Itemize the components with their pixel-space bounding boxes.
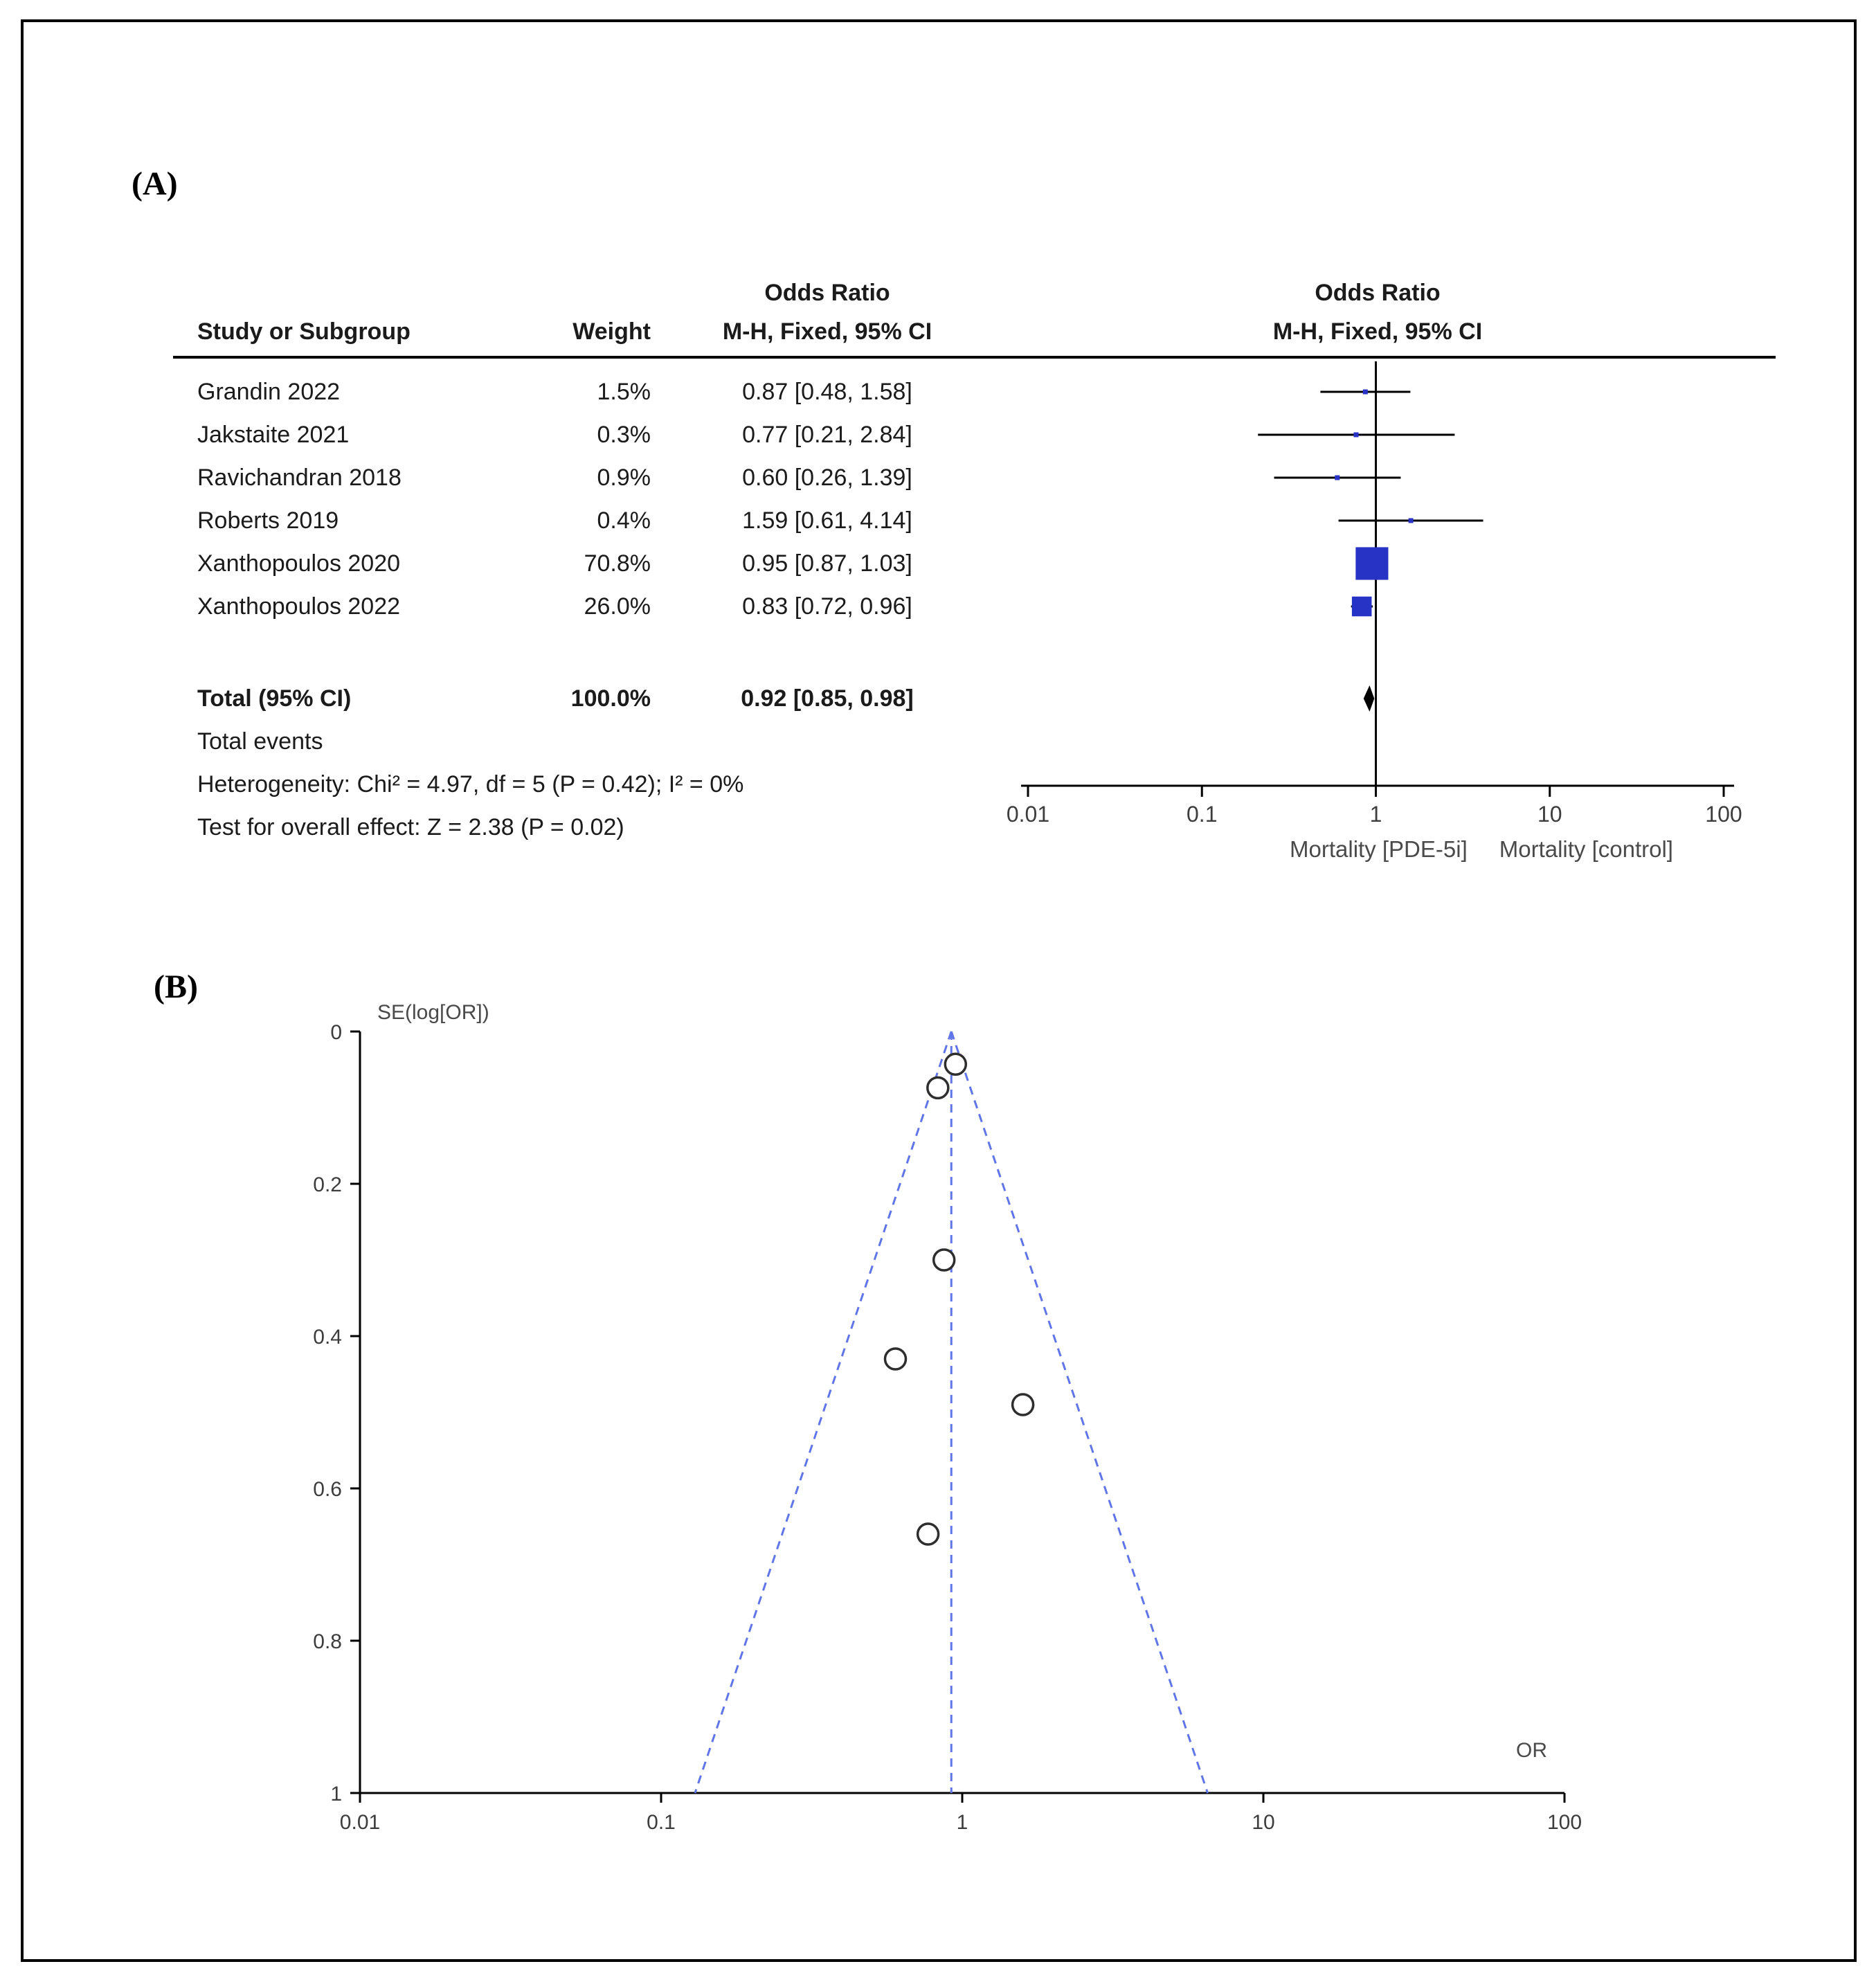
study-name: Jakstaite 2021 bbox=[197, 422, 350, 448]
total-weight: 100.0% bbox=[570, 685, 651, 712]
study-weight: 1.5% bbox=[597, 379, 651, 405]
summary-diamond bbox=[1364, 685, 1375, 712]
effect-square bbox=[1352, 597, 1372, 617]
funnel-left-limit bbox=[695, 1031, 951, 1793]
funnel-y-tick-label: 0.6 bbox=[313, 1478, 342, 1501]
axis-favours-labels bbox=[1115, 836, 1848, 863]
panel-b-label: (B) bbox=[154, 969, 198, 1005]
study-ci: 0.77 [0.21, 2.84] bbox=[742, 422, 912, 448]
favours-right-label: Mortality [control] bbox=[1499, 836, 1673, 862]
effect-square bbox=[1335, 476, 1340, 480]
effect-square bbox=[1355, 547, 1388, 579]
or-plot-subheader: M-H, Fixed, 95% CI bbox=[1272, 318, 1483, 345]
funnel-point bbox=[934, 1250, 955, 1270]
funnel-y-tick-label: 0.4 bbox=[313, 1326, 342, 1349]
funnel-ylabel: SE(log[OR]) bbox=[377, 1001, 489, 1024]
funnel-point bbox=[885, 1349, 905, 1369]
study-name: Ravichandran 2018 bbox=[197, 465, 402, 491]
funnel-y-tick-label: 0.8 bbox=[313, 1630, 342, 1653]
forest-plot bbox=[969, 346, 1800, 900]
funnel-point bbox=[945, 1054, 966, 1074]
study-row bbox=[0, 370, 1038, 413]
or-column-subheader: M-H, Fixed, 95% CI bbox=[722, 318, 932, 345]
study-weight: 0.3% bbox=[597, 422, 651, 448]
effect-square bbox=[1409, 519, 1414, 523]
funnel-x-tick-label: 0.1 bbox=[647, 1811, 676, 1834]
effect-square bbox=[1363, 390, 1368, 395]
study-row bbox=[0, 585, 1038, 628]
panel-a-label: (A) bbox=[132, 165, 178, 202]
funnel-y-tick-label: 1 bbox=[330, 1783, 342, 1805]
funnel-y-tick-label: 0 bbox=[330, 1021, 342, 1044]
study-row bbox=[0, 499, 1038, 542]
study-name: Xanthopoulos 2020 bbox=[197, 550, 401, 577]
total-label: Total (95% CI) bbox=[197, 685, 352, 712]
funnel-x-tick-label: 0.01 bbox=[339, 1811, 381, 1834]
funnel-x-tick-label: 100 bbox=[1546, 1811, 1582, 1834]
forest-axis-tick-label: 100 bbox=[1705, 802, 1742, 827]
weight-column-header: Weight bbox=[572, 318, 651, 345]
funnel-right-limit bbox=[951, 1031, 1207, 1793]
overall-effect-text: Test for overall effect: Z = 2.38 (P = 0.02) bbox=[197, 814, 624, 840]
funnel-x-tick-label: 10 bbox=[1252, 1811, 1275, 1834]
funnel-point bbox=[918, 1524, 939, 1544]
effect-square bbox=[1353, 433, 1358, 438]
forest-axis-tick-label: 0.1 bbox=[1187, 802, 1218, 827]
forest-axis-tick-label: 10 bbox=[1537, 802, 1562, 827]
or-column-title: Odds Ratio bbox=[764, 280, 890, 306]
or-plot-title: Odds Ratio bbox=[1315, 280, 1441, 306]
study-weight: 70.8% bbox=[584, 550, 651, 577]
funnel-y-tick-label: 0.2 bbox=[313, 1173, 342, 1196]
study-weight: 0.4% bbox=[597, 507, 651, 534]
study-row bbox=[0, 542, 1038, 585]
funnel-point bbox=[1013, 1394, 1034, 1415]
favours-left-label: Mortality [PDE-5i] bbox=[1290, 836, 1468, 862]
study-row bbox=[0, 456, 1038, 499]
study-row bbox=[0, 413, 1038, 456]
study-name: Roberts 2019 bbox=[197, 507, 339, 534]
study-ci: 0.60 [0.26, 1.39] bbox=[742, 465, 912, 491]
funnel-x-tick-label: 1 bbox=[956, 1811, 968, 1834]
funnel-point bbox=[928, 1077, 948, 1098]
study-ci: 0.83 [0.72, 0.96] bbox=[742, 593, 912, 620]
study-name: Grandin 2022 bbox=[197, 379, 341, 405]
funnel-plot bbox=[208, 990, 1661, 1897]
study-ci: 1.59 [0.61, 4.14] bbox=[742, 507, 912, 534]
study-ci: 0.87 [0.48, 1.58] bbox=[742, 379, 912, 405]
study-rows bbox=[0, 370, 1038, 628]
forest-axis-tick-label: 1 bbox=[1369, 802, 1382, 827]
total-row bbox=[0, 677, 1038, 720]
forest-axis-tick-label: 0.01 bbox=[1006, 802, 1050, 827]
study-name: Xanthopoulos 2022 bbox=[197, 593, 401, 620]
heterogeneity-text: Heterogeneity: Chi² = 4.97, df = 5 (P = 0.42); I² = 0% bbox=[197, 771, 744, 798]
study-weight: 26.0% bbox=[584, 593, 651, 620]
study-column-header: Study or Subgroup bbox=[197, 318, 411, 345]
total-ci: 0.92 [0.85, 0.98] bbox=[741, 685, 914, 712]
funnel-xlabel: OR bbox=[1516, 1739, 1547, 1762]
total-events-label: Total events bbox=[197, 728, 323, 755]
study-weight: 0.9% bbox=[597, 465, 651, 491]
study-ci: 0.95 [0.87, 1.03] bbox=[742, 550, 912, 577]
